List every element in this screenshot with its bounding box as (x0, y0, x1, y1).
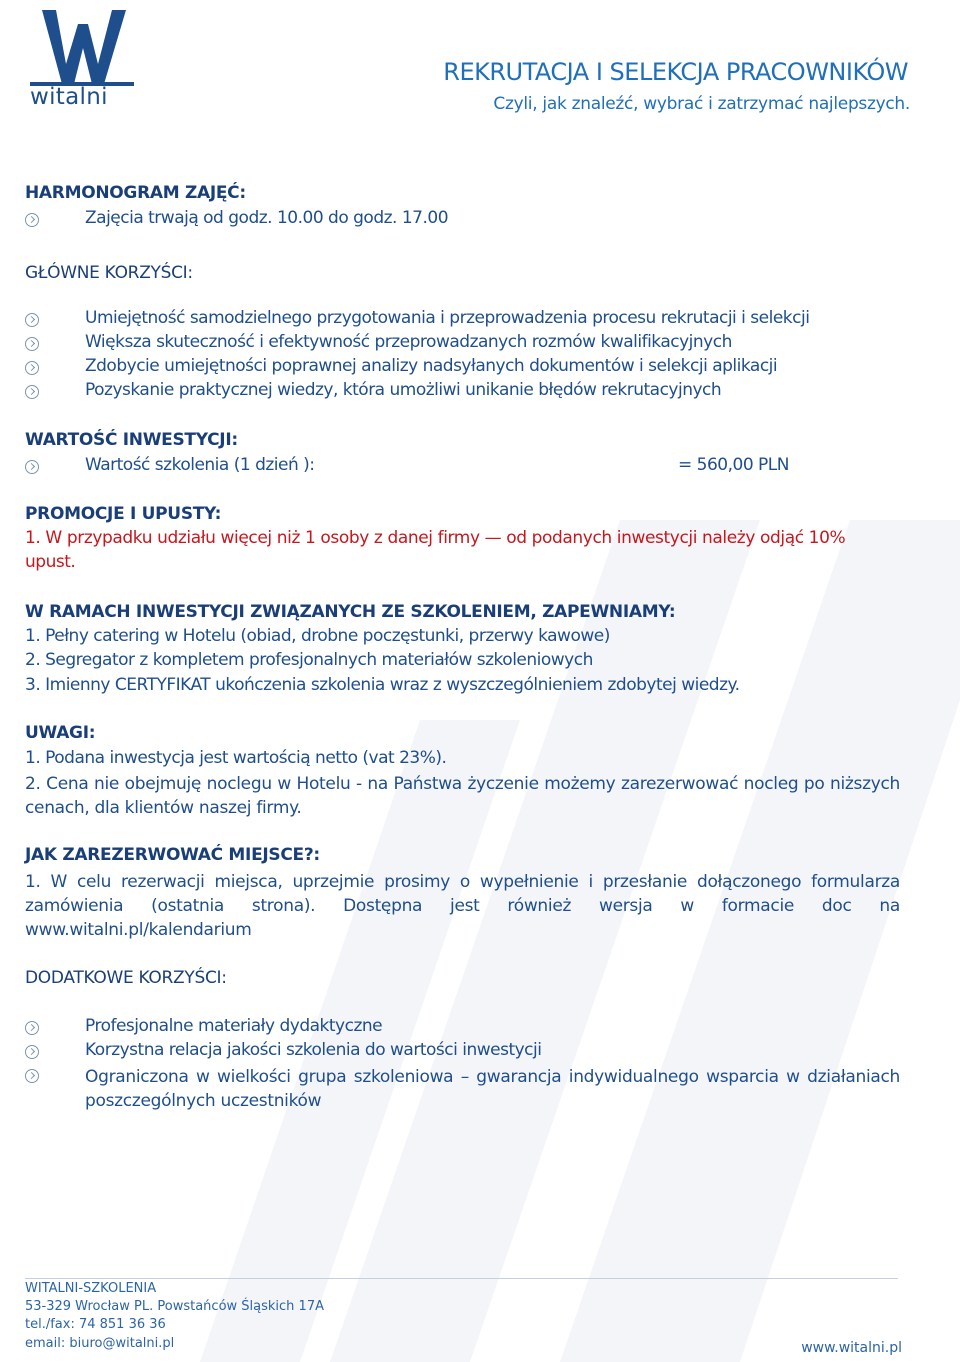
footer-divider (25, 1278, 898, 1279)
investment-value: = 560,00 PLN (678, 455, 789, 475)
notes-heading: UWAGI: (25, 723, 96, 743)
chevron-right-icon (25, 1021, 39, 1035)
schedule-heading: HARMONOGRAM ZAJĘĆ: (25, 183, 246, 203)
promotion-text: 1. W przypadku udziału więcej niż 1 osoby z danej firmy — od podanych inwestycji należy odjąć 10% (25, 528, 846, 548)
included-item: 2. Segregator z kompletem profesjonalnych materiałów szkoleniowych (25, 650, 593, 670)
promotion-text-cont: upust. (25, 552, 76, 572)
extra-benefit-item: Korzystna relacja jakości szkolenia do wartości inwestycji (85, 1040, 542, 1060)
footer-address: 53-329 Wrocław PL. Powstańców Śląskich 17A (25, 1299, 324, 1314)
extra-benefit-item: Profesjonalne materiały dydaktyczne (85, 1016, 383, 1036)
footer-email[interactable]: email: biuro@witalni.pl (25, 1336, 175, 1351)
included-item: 1. Pełny catering w Hotelu (obiad, drobne poczęstunki, przerwy kawowe) (25, 626, 610, 646)
schedule-item: Zajęcia trwają od godz. 10.00 do godz. 17.00 (85, 208, 449, 228)
benefit-item: Większa skuteczność i efektywność przeprowadzanych rozmów kwalifikacyjnych (85, 332, 732, 352)
page-title: REKRUTACJA I SELEKCJA PRACOWNIKÓW (443, 58, 908, 86)
benefits-heading: GŁÓWNE KORZYŚCI: (25, 263, 193, 283)
brand-name: witalni (30, 84, 108, 110)
page-subtitle: Czyli, jak znaleźć, wybrać i zatrzymać najlepszych. (493, 94, 910, 114)
chevron-right-icon (25, 385, 39, 399)
note-item: 1. Podana inwestycja jest wartością netto (vat 23%). (25, 748, 447, 768)
chevron-right-icon (25, 1045, 39, 1059)
chevron-right-icon (25, 337, 39, 351)
chevron-right-icon (25, 361, 39, 375)
promotions-heading: PROMOCJE I UPUSTY: (25, 504, 222, 524)
extra-benefits-heading: DODATKOWE KORZYŚCI: (25, 968, 227, 988)
included-item: 3. Imienny CERTYFIKAT ukończenia szkolenia wraz z wyszczególnieniem zdobytej wiedzy. (25, 675, 740, 695)
benefit-item: Pozyskanie praktycznej wiedzy, która umożliwi unikanie błędów rekrutacyjnych (85, 380, 722, 400)
chevron-right-icon (25, 1069, 39, 1083)
included-heading: W RAMACH INWESTYCJI ZWIĄZANYCH ZE SZKOLENIEM, ZAPEWNIAMY: (25, 602, 676, 622)
footer-phone: tel./fax: 74 851 36 36 (25, 1317, 166, 1332)
booking-text: 1. W celu rezerwacji miejsca, uprzejmie prosimy o wypełnienie i przesłanie dołączonego formularza zamówienia (ostatnia strona). Dostępna jest również wersja w formacie doc na www.witalni.pl/kalendarium (25, 872, 900, 940)
chevron-right-icon (25, 213, 39, 227)
benefit-item: Umiejętność samodzielnego przygotowania i przeprowadzenia procesu rekrutacji i selekcji (85, 308, 810, 328)
note-item: 2. Cena nie obejmuję noclegu w Hotelu - na Państwa życzenie możemy zarezerwować nocleg po niższych cenach, dla klientów naszej firmy. (25, 774, 900, 818)
investment-heading: WARTOŚĆ INWESTYCJI: (25, 430, 238, 450)
footer-company: WITALNI-SZKOLENIA (25, 1281, 157, 1296)
investment-label: Wartość szkolenia (1 dzień ): (85, 455, 315, 475)
chevron-right-icon (25, 460, 39, 474)
footer-website-link[interactable]: www.witalni.pl (801, 1340, 902, 1356)
chevron-right-icon (25, 313, 39, 327)
extra-benefit-item: Ograniczona w wielkości grupa szkoleniowa – gwarancja indywidualnego wsparcia w działaniach poszczególnych uczestników (85, 1067, 900, 1111)
benefit-item: Zdobycie umiejętności poprawnej analizy nadsyłanych dokumentów i selekcji aplikacji (85, 356, 778, 376)
booking-heading: JAK ZAREZERWOWAĆ MIEJSCE?: (25, 845, 320, 865)
